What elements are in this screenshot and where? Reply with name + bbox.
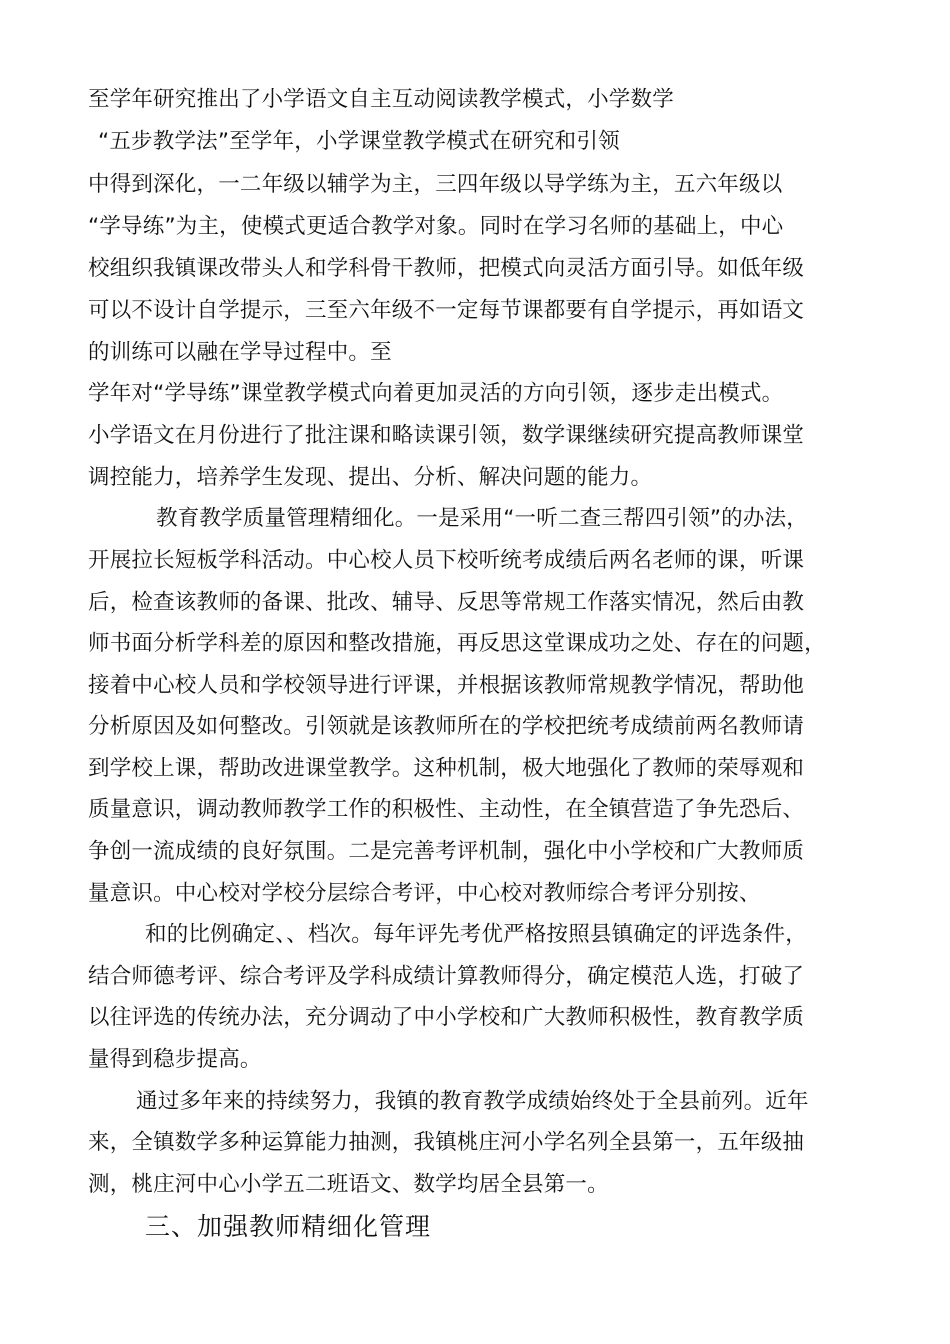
text-line: 调控能力，培养学生发现、提出、分析、解决问题的能力。 (88, 465, 653, 490)
text-line: 争创一流成绩的良好氛围。二是完善考评机制，强化中小学校和广大教师质 (88, 839, 805, 864)
text-line: 来，全镇数学多种运算能力抽测，我镇桃庄河小学名列全县第一，五年级抽 (88, 1130, 805, 1155)
text-line: 分析原因及如何整改。引领就是该教师所在的学校把统考成绩前两名教师请 (88, 714, 805, 739)
text-line: “学导练”为主，使模式更适合教学对象。同时在学习名师的基础上，中心 (88, 214, 784, 239)
text-line: 通过多年来的持续努力，我镇的教育教学成绩始终处于全县前列。近年 (136, 1089, 809, 1114)
text-line: 质量意识，调动教师教学工作的积极性、主动性，在全镇营造了争先恐后、 (88, 797, 805, 822)
text-line: 师书面分析学科差的原因和整改措施，再反思这堂课成功之处、存在的问题， (88, 631, 826, 656)
text-line: 量得到稳步提高。 (88, 1047, 262, 1072)
text-line: 测，桃庄河中心小学五二班语文、数学均居全县第一。 (88, 1172, 609, 1197)
text-line: 后，检查该教师的备课、批改、辅导、反思等常规工作落实情况，然后由教 (88, 590, 805, 615)
text-line: 小学语文在月份进行了批注课和略读课引领，数学课继续研究提高教师课堂 (88, 423, 805, 448)
text-line: 到学校上课，帮助改进课堂教学。这种机制，极大地强化了教师的荣辱观和 (88, 756, 805, 781)
section-heading: 三、加强教师精细化管理 (145, 1212, 432, 1241)
text-line: 接着中心校人员和学校领导进行评课，并根据该教师常规教学情况，帮助他 (88, 673, 805, 698)
text-line: “五步教学法”至学年，小学课堂教学模式在研究和引领 (98, 129, 620, 154)
text-line: 结合师德考评、综合考评及学科成绩计算教师得分，确定模范人选，打破了 (88, 964, 805, 989)
text-line: 中得到深化，一二年级以辅学为主，三四年级以导学练为主，五六年级以 (88, 172, 783, 197)
text-line: 开展拉长短板学科活动。中心校人员下校听统考成绩后两名老师的课，听课 (88, 548, 805, 573)
text-line: 以往评选的传统办法，充分调动了中小学校和广大教师积极性，教育教学质 (88, 1005, 805, 1030)
text-line: 可以不设计自学提示，三至六年级不一定每节课都要有自学提示，再如语文 (88, 298, 805, 323)
text-line: 的训练可以融在学导过程中。至 (88, 340, 392, 365)
text-line: 至学年研究推出了小学语文自主互动阅读教学模式，小学数学 (88, 87, 674, 112)
text-line: 学年对“学导练”课堂教学模式向着更加灵活的方向引领，逐步走出模式。 (88, 381, 784, 406)
text-line: 和的比例确定、、档次。每年评先考优严格按照县镇确定的评选条件， (145, 922, 807, 947)
text-line: 校组织我镇课改带头人和学科骨干教师，把模式向灵活方面引导。如低年级 (88, 256, 805, 281)
text-line: 教育教学质量管理精细化。一是采用“一听二查三帮四引领”的办法， (156, 506, 808, 531)
text-line: 量意识。中心校对学校分层综合考评，中心校对教师综合考评分别按、 (88, 881, 761, 906)
